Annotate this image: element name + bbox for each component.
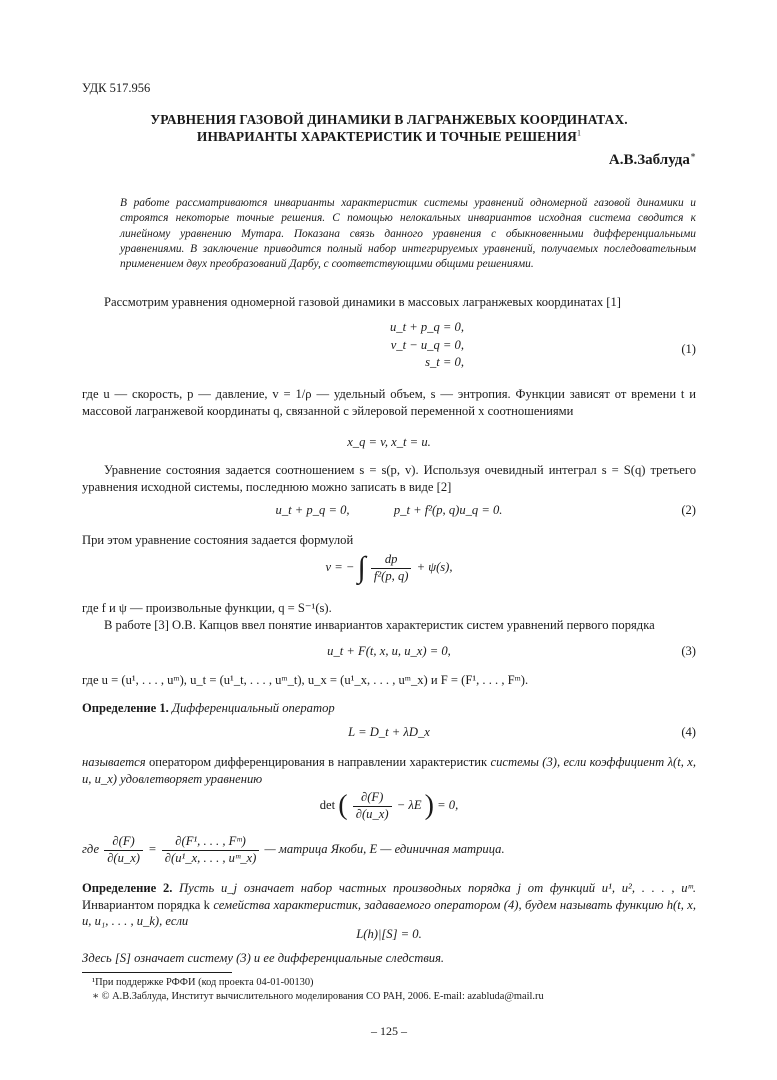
author-name: А.В.Заблуда∗: [608, 150, 696, 168]
paper-page: [82, 0, 696, 1080]
eq-v-rhs: + ψ(s),: [416, 560, 453, 575]
equation-number-3: (3): [681, 644, 696, 658]
title-line-2: ИНВАРИАНТЫ ХАРАКТЕРИСТИК И ТОЧНЫЕ РЕШЕНИЯ$^1$: [196, 128, 582, 145]
equation-number-4: (4): [681, 725, 696, 739]
eq-v-fraction: $\frac{dp}{\text{f²(p, q)}}$: [371, 552, 412, 584]
definition-2: Определение 2. Пусть u_j означает набор частных производных порядка j от функций u¹, u², . . . , uᵐ. Инвариантом порядка k семейства характеристик, задаваемого оператором (4), будем называть функцию h(t, x, u, u₁, . . . , u_k), если: [82, 881, 696, 929]
udc-code: УДК 517.956: [82, 81, 151, 95]
page-number: – 125 –: [371, 1024, 407, 1038]
equation-2: [82, 502, 696, 519]
eq-v-lhs: v = −: [325, 560, 355, 575]
footnote-2: ∗ © А.В.Заблуда, Институт вычислительного моделирования СО РАН, 2006. E-mail: azabluda@mail.ru: [92, 991, 544, 1002]
paragraph-system-S: Здесь [S] означает систему (3) и ее дифференциальные следствия.: [82, 951, 445, 965]
jacobian-fraction-2: $\frac{\text{∂(F¹, . . . , Fᵐ)}}{\text{∂(u¹\_x, . . . , uᵐ\_x)}}$: [162, 834, 260, 866]
eq2-left: u_t + p_q = 0,: [275, 503, 350, 517]
paragraph-jacobian: где $\frac{\partial(F)}{\partial(u\_x)}$ = $\frac{\text{∂(F¹, . . . , Fᵐ)}}{\text{∂(u¹\_x, . . . , uᵐ\_x)}}$ — матрица Якоби, E — единичная матрица.: [82, 834, 505, 865]
equation-v: [82, 552, 696, 584]
paragraph-variables: где u — скорость, p — давление, v = 1/ρ — удельный объем, s — энтропия. Функции зависят от времени t и массовой лагранжевой координаты q, связанной с эйлеровой переменной x соотношениями: [82, 387, 696, 418]
equation-3: u_t + F(t, x, u, u_x) = 0, (3): [327, 644, 696, 658]
integral-sign: ∫: [357, 551, 366, 585]
equation-xq: x_q = v, x_t = u.: [347, 435, 431, 449]
paragraph-definition-1-body: называется оператором дифференцирования в направлении характеристик системы (3), если коэффициент λ(t, x, u, u_x) удовлетворяет уравнению: [82, 755, 696, 786]
paragraph-formula: При этом уравнение состояния задается формулой: [82, 533, 354, 547]
definition-2-label: Определение 2.: [82, 881, 173, 895]
paragraph-notation: где u = (u¹, . . . , uᵐ), u_t = (u¹_t, . . . , uᵐ_t), u_x = (u¹_x, . . . , uᵐ_x) и F = (F¹, . . . , Fᵐ).: [82, 673, 529, 687]
paragraph-intro: Рассмотрим уравнения одномерной газовой динамики в массовых лагранжевых координатах [1]: [104, 295, 621, 309]
paragraph-arbitrary-functions: где f и ψ — произвольные функции, q = S⁻¹(s).: [82, 601, 332, 615]
paper-title: [82, 111, 696, 145]
author-footnote-mark: ∗: [689, 150, 696, 160]
footnote-rule: [82, 972, 232, 973]
equation-number-1: (1): [681, 342, 696, 356]
definition-1-text: Дифференциальный оператор: [171, 701, 335, 715]
equation-4: L = D_t + λD_x (4): [348, 725, 696, 739]
definition-2-text: Пусть u_j означает набор частных производных порядка j от функций u¹, u², . . . , uᵐ.: [179, 881, 696, 895]
eq1-line-1: u_t + p_q = 0,: [389, 320, 464, 334]
definition-1: [82, 700, 696, 717]
eq1-line-2: v_t − u_q = 0,: [390, 337, 464, 352]
abstract: В работе рассматриваются инварианты характеристик системы уравнений одномерной газовой динамики и строятся некоторые точные решения. С помощью нелокальных инвариантов исходная система сводится к линейному уравнению Мутара. Показана связь данного уравнения с обыкновенными дифференциальными уравнениями. В заключение приводится полный набор интегрируемых уравнений, получаемых последовательным применением двух преобразований Дарбу, с соответствующими общими решениями.: [120, 197, 696, 271]
eq1-line-3: s_t = 0,: [425, 355, 464, 370]
eq2-right: p_t + f²(p, q)u_q = 0.: [393, 503, 503, 517]
footnote-1: ¹При поддержке РФФИ (код проекта 04-01-00130): [92, 977, 314, 988]
title-line-1: УРАВНЕНИЯ ГАЗОВОЙ ДИНАМИКИ В ЛАГРАНЖЕВЫХ КООРДИНАТАХ.: [150, 112, 628, 127]
paragraph-state-equation: Уравнение состояния задается соотношением s = s(p, v). Используя очевидный интеграл s = S(q) третьего уравнения исходной системы, последнюю можно записать в виде [2]: [82, 463, 696, 494]
equation-1: [82, 319, 696, 375]
jacobian-fraction-1: $\frac{\partial(F)}{\partial(u\_x)}$: [104, 834, 143, 866]
equation-number-2: (2): [681, 503, 696, 517]
equation-Lh: L(h)|[S] = 0.: [356, 927, 422, 941]
definition-1-label: Определение 1.: [82, 701, 169, 715]
title-footnote-mark: 1: [576, 128, 582, 138]
paragraph-kaptsov: В работе [3] О.В. Капцов ввел понятие инвариантов характеристик систем уравнений первого порядка: [104, 618, 655, 632]
equation-det: det ( $\frac{\partial(F)}{\partial(u\_x)}$ − λE ) = 0,: [319, 790, 459, 822]
det-fraction: $\frac{\partial(F)}{\partial(u\_x)}$: [353, 790, 392, 822]
